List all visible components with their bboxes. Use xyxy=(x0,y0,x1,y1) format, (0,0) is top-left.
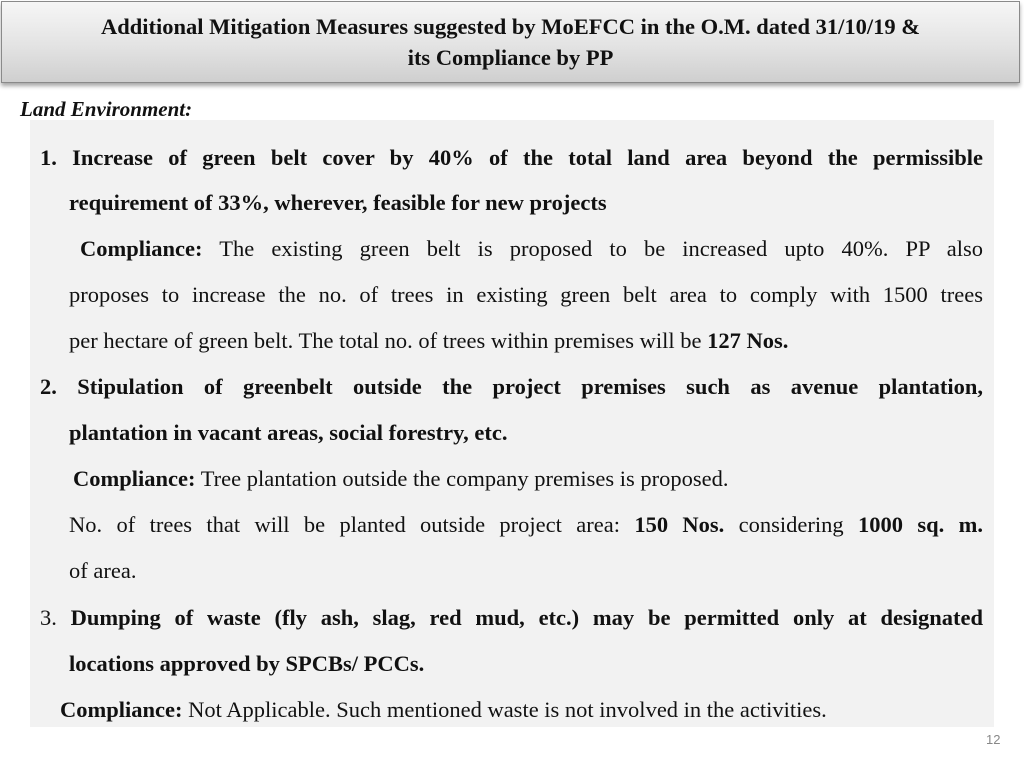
planted-trees-value: 150 Nos. xyxy=(634,512,725,537)
item-1-compliance-line-1 xyxy=(80,234,983,264)
area-value: 1000 sq. m. xyxy=(858,512,983,537)
item-1-compliance-line-2: proposes to increase the no. of trees in existing green belt area to comply with 1500 trees xyxy=(69,282,983,307)
item-3-heading-line-2: locations approved by SPCBs/ PCCs. xyxy=(69,651,425,676)
slide-title-line-1: Additional Mitigation Measures suggested by MoEFCC in the O.M. dated 31/10/19 & xyxy=(101,14,920,39)
detail-text: No. of trees that will be planted outside project area: xyxy=(69,512,620,537)
item-1-heading-line-2: requirement of 33%, wherever, feasible for new projects xyxy=(69,190,607,215)
compliance-text: Tree plantation outside the company premises is proposed. xyxy=(200,466,729,491)
item-number: 3 xyxy=(40,605,52,630)
compliance-label: Compliance: xyxy=(60,697,183,722)
section-heading: Land Environment: xyxy=(20,97,193,121)
item-3-heading-line-1 xyxy=(40,603,983,633)
item-2-heading-line-1: 2. Stipulation of greenbelt outside the project premises such as avenue plantation, xyxy=(40,374,983,399)
item-1-heading-line-1: 1. Increase of green belt cover by 40% of the total land area beyond the permissible xyxy=(40,145,983,170)
item-number-separator: . xyxy=(51,605,57,630)
page-number: 12 xyxy=(986,732,1001,747)
compliance-text: The existing green belt is proposed to be increased upto 40%. PP also xyxy=(219,236,984,261)
slide-title-line-2: its Compliance by PP xyxy=(407,45,614,70)
item-3-number xyxy=(40,605,57,630)
item-2-heading-line-2: plantation in vacant areas, social forestry, etc. xyxy=(69,420,508,445)
item-2-detail-line-2: of area. xyxy=(69,558,137,583)
item-3-heading-text: Dumping of waste (fly ash, slag, red mud, etc.) may be permitted only at designated xyxy=(70,605,984,630)
detail-text: considering xyxy=(738,512,844,537)
tree-count-value: 127 Nos. xyxy=(707,328,789,353)
compliance-text: per hectare of green belt. The total no. of trees within premises will be xyxy=(69,328,702,353)
item-3-compliance-line-1 xyxy=(60,695,827,725)
item-2-compliance-line-1 xyxy=(73,464,729,494)
slide-title-box xyxy=(1,1,1020,83)
item-1-compliance-line-3 xyxy=(69,326,788,356)
compliance-text: Not Applicable. Such mentioned waste is not involved in the activities. xyxy=(188,697,827,722)
compliance-label: Compliance: xyxy=(80,236,203,261)
item-2-detail-line-1 xyxy=(69,510,983,540)
compliance-label: Compliance: xyxy=(73,466,196,491)
